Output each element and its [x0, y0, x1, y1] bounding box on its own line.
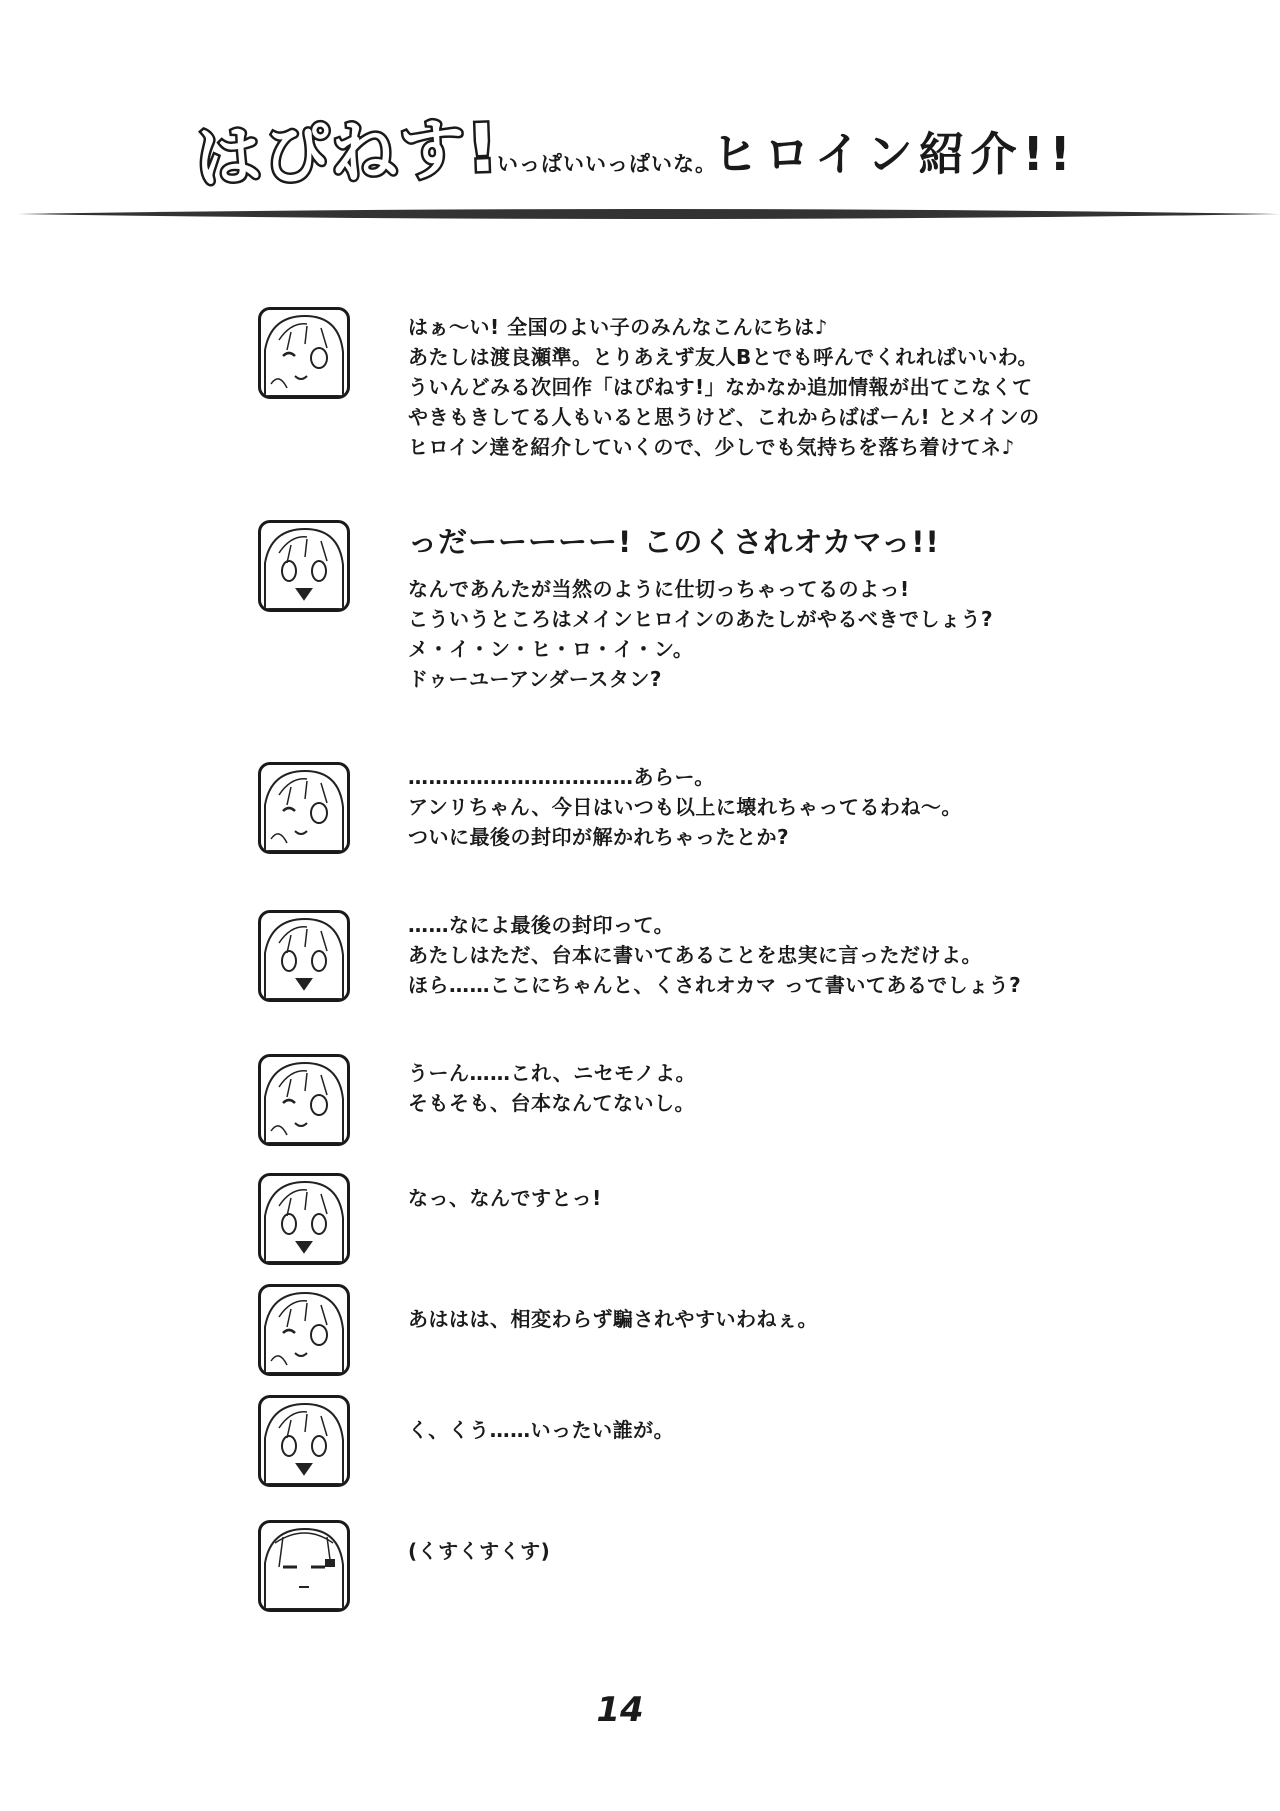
dialogue-line: なんであんたが当然のように仕切っちゃってるのよっ! — [408, 577, 910, 601]
speaker-avatar — [258, 307, 350, 399]
title-main: はぴねす! — [193, 109, 501, 197]
dialogue-line: あははは、相変わらず騙されやすいわねぇ。 — [408, 1307, 818, 1331]
dialogue-line: はぁ〜い! 全国のよい子のみんなこんにちは♪ — [408, 315, 828, 339]
character-face-shouting-icon — [261, 1176, 347, 1262]
dialogue-line: うーん……これ、ニセモノよ。 — [408, 1061, 696, 1085]
character-face-shouting-icon — [261, 913, 347, 999]
character-face-smiling-icon — [261, 310, 347, 396]
dialogue-line: あたしはただ、台本に書いてあることを忠実に言っただけよ。 — [408, 943, 982, 967]
page-number: 14 — [596, 1690, 644, 1730]
dialogue-line: く、くう……いったい誰が。 — [408, 1418, 675, 1442]
dialogue-line: ……………………………あらー。 — [408, 765, 715, 789]
speaker-avatar — [258, 520, 350, 612]
character-face-calm-icon — [261, 1523, 347, 1609]
speaker-avatar — [258, 1395, 350, 1487]
speaker-avatar — [258, 762, 350, 854]
dialogue-line: そもそも、台本なんてないし。 — [408, 1091, 695, 1115]
character-face-smiling-icon — [261, 1057, 347, 1143]
dialogue-line: (くすくすくす) — [408, 1539, 551, 1563]
speaker-avatar — [258, 910, 350, 1002]
dialogue-line: なっ、なんですとっ! — [408, 1186, 602, 1210]
dialogue-line: ほら……ここにちゃんと、くされオカマ って書いてあるでしょう? — [408, 973, 1022, 997]
dialogue-line: アンリちゃん、今日はいつも以上に壊れちゃってるわね〜。 — [408, 795, 962, 819]
speaker-avatar — [258, 1520, 350, 1612]
dialogue-line: ういんどみる次回作「はぴねす!」なかなか追加情報が出てこなくて — [408, 375, 1033, 399]
dialogue-line: ついに最後の封印が解かれちゃったとか? — [408, 825, 790, 849]
dialogue-line: やきもきしてる人もいると思うけど、これからばばーん! とメインの — [408, 405, 1040, 429]
speaker-avatar — [258, 1284, 350, 1376]
character-face-smiling-icon — [261, 1287, 347, 1373]
dialogue-line: こういうところはメインヒロインのあたしがやるべきでしょう? — [408, 607, 994, 631]
speaker-avatar — [258, 1054, 350, 1146]
dialogue-line: ……なによ最後の封印って。 — [408, 913, 675, 937]
page-header — [0, 0, 1280, 220]
header-divider — [18, 206, 1280, 222]
dialogue-line: メ・イ・ン・ヒ・ロ・イ・ン。 — [408, 637, 694, 661]
title-right: ヒロイン紹介!! — [712, 127, 1077, 181]
character-face-shouting-icon — [261, 523, 347, 609]
speaker-avatar — [258, 1173, 350, 1265]
title-sub: いっぱいいっぱいな。 — [497, 152, 717, 176]
dialogue-line: ドゥーユーアンダースタン? — [408, 667, 663, 691]
dialogue-line: ヒロイン達を紹介していくので、少しでも気持ちを落ち着けてネ♪ — [408, 435, 1015, 459]
character-face-smiling-icon — [261, 765, 347, 851]
dialogue-line-shout: っだーーーーー! このくされオカマっ!! — [408, 525, 940, 559]
character-face-shouting-icon — [261, 1398, 347, 1484]
dialogue-line: あたしは渡良瀬準。とりあえず友人Bとでも呼んでくれればいいわ。 — [408, 345, 1038, 369]
